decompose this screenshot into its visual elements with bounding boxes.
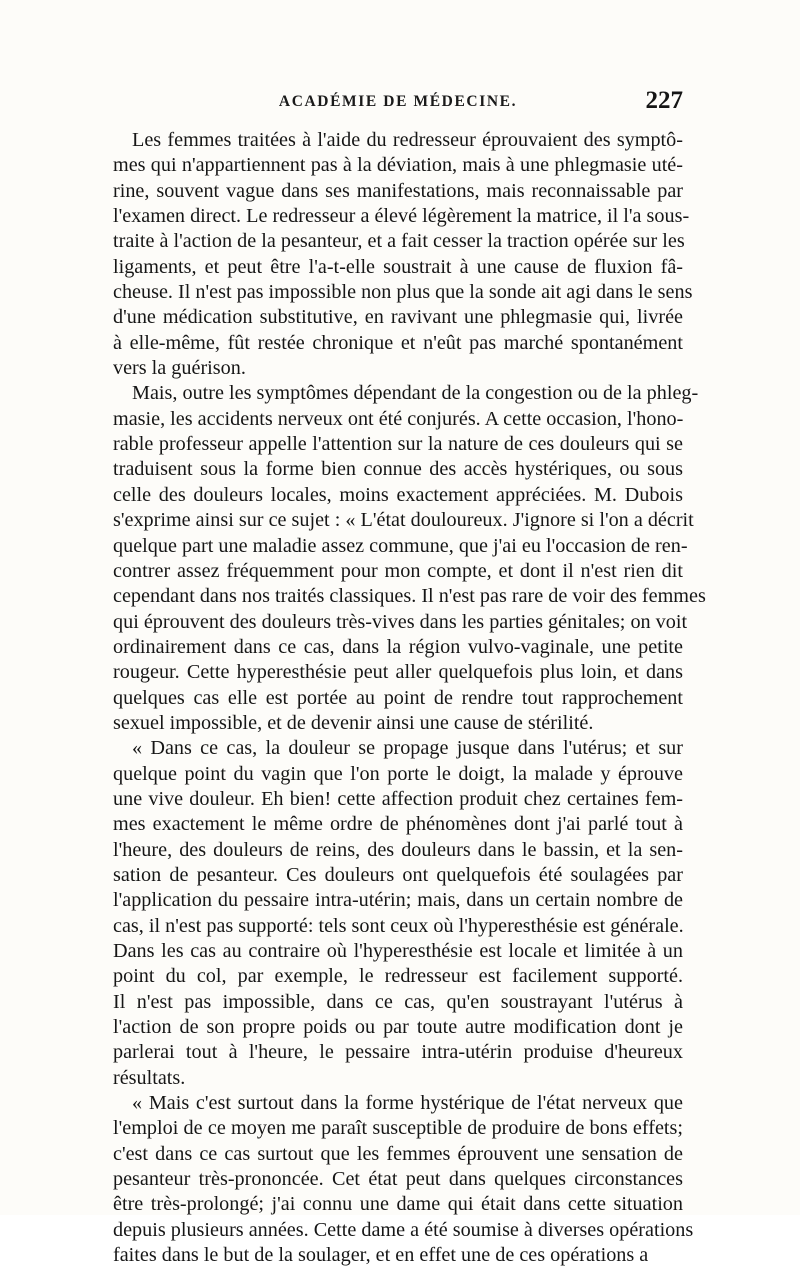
text-line: mes exactement le même ordre de phénomènes dont j'ai parlé tout à [113,813,683,836]
text-line: masie, les accidents nerveux ont été conjurés. A cette occasion, l'hono- [113,407,684,430]
text-line: parlerai tout à l'heure, le pessaire intra-utérin produise d'heureux [113,1041,683,1064]
text-line: rougeur. Cette hyperesthésie peut aller quelquefois plus loin, et dans [113,661,683,684]
text-line: sexuel impossible, et de devenir ainsi une cause de stérilité. [113,711,594,734]
text-line: point du col, par exemple, le redresseur est facilement supporté. [113,965,683,988]
text-line: une vive douleur. Eh bien! cette affection produit chez certaines fem- [113,787,683,810]
text-line: traduisent sous la forme bien connue des accès hystériques, ou sous [113,458,683,481]
text-line: « Mais c'est surtout dans la forme hystérique de l'état nerveux que [132,1092,683,1115]
text-line: l'emploi de ce moyen me paraît susceptible de produire de bons effets; [113,1117,683,1140]
text-line: quelques cas elle est portée au point de rendre tout rapprochement [113,686,683,709]
text-line: l'heure, des douleurs de reins, des douleurs dans le bassin, et la sen- [113,838,683,861]
text-line: être très-prolongé; j'ai connu une dame qui était dans cette situation [113,1193,683,1216]
paragraph [113,128,693,381]
text-line: « Dans ce cas, la douleur se propage jusque dans l'utérus; et sur [132,737,683,760]
paragraph [113,736,683,1091]
text-line: Mais, outre les symptômes dépendant de la congestion ou de la phleg- [132,382,699,405]
text-line: s'exprime ainsi sur ce sujet : « L'état douloureux. J'ignore si l'on a décrit [113,509,694,532]
text-line: traite à l'action de la pesanteur, et a fait cesser la traction opérée sur les [113,230,685,253]
text-line: cas, il n'est pas supporté: tels sont ceux où l'hyperesthésie est générale. [113,914,684,937]
text-line: Il n'est pas impossible, dans ce cas, qu'en soustrayant l'utérus à [113,990,683,1013]
text-line: depuis plusieurs années. Cette dame a été soumise à diverses opérations [113,1218,694,1241]
running-head: ACADÉMIE DE MÉDECINE. [278,93,518,110]
text-line: Les femmes traitées à l'aide du redresseur éprouvaient des symptô- [132,129,683,151]
text-line: Dans les cas au contraire où l'hyperesthésie est locale et limitée à un [113,940,683,962]
text-line: qui éprouvent des douleurs très-vives dans les parties génitales; on voit [113,610,688,633]
text-line: à elle-même, fût restée chronique et n'eût pas marché spontanément [113,331,683,354]
paragraph [113,381,706,736]
text-line: cependant dans nos traités classiques. Il n'est pas rare de voir des femmes [113,585,706,608]
text-line: quelque point du vagin que l'on porte le doigt, la malade y éprouve [113,762,683,785]
text-line: résultats. [113,1066,186,1089]
page-header [113,87,683,121]
body-text [113,128,706,1268]
text-line: l'action de son propre poids ou par toute autre modification dont je [113,1016,683,1039]
text-line: vers la guérison. [113,357,246,380]
paragraph [113,1091,694,1268]
text-line: ligaments, et peut être l'a-t-elle soustrait à une cause de fluxion fâ- [113,255,683,278]
text-line: pesanteur très-prononcée. Cet état peut dans quelques circonstances [113,1168,683,1191]
text-line: mes qui n'appartiennent pas à la déviation, mais à une phlegmasie uté- [113,154,683,177]
text-line: rine, souvent vague dans ses manifestations, mais reconnaissable par [113,179,683,202]
text-line: quelque part une maladie assez commune, que j'ai eu l'occasion de ren- [113,534,688,557]
text-line: l'examen direct. Le redresseur a élevé légèrement la matrice, il l'a sous- [113,205,690,228]
text-line: rable professeur appelle l'attention sur la nature de ces douleurs qui se [113,433,683,456]
text-line: c'est dans ce cas surtout que les femmes éprouvent une sensation de [113,1142,683,1165]
text-line: faites dans le but de la soulager, et en effet une de ces opérations a [113,1244,649,1267]
text-line: celle des douleurs locales, moins exactement appréciées. M. Dubois [113,483,683,506]
page-number: 227 [645,87,683,114]
text-line: cheuse. Il n'est pas impossible non plus que la sonde ait agi dans le sens [113,281,693,304]
text-line: ordinairement dans ce cas, dans la région vulvo-vaginale, une petite [113,635,683,658]
text-line: sation de pesanteur. Ces douleurs ont quelquefois été soulagées par [113,863,683,886]
text-line: contrer assez fréquemment pour mon compte, et dont il n'est rien dit [113,559,683,582]
text-line: l'application du pessaire intra-utérin; mais, dans un certain nombre de [113,889,683,912]
text-line: d'une médication substitutive, en ravivant une phlegmasie qui, livrée [113,306,683,329]
